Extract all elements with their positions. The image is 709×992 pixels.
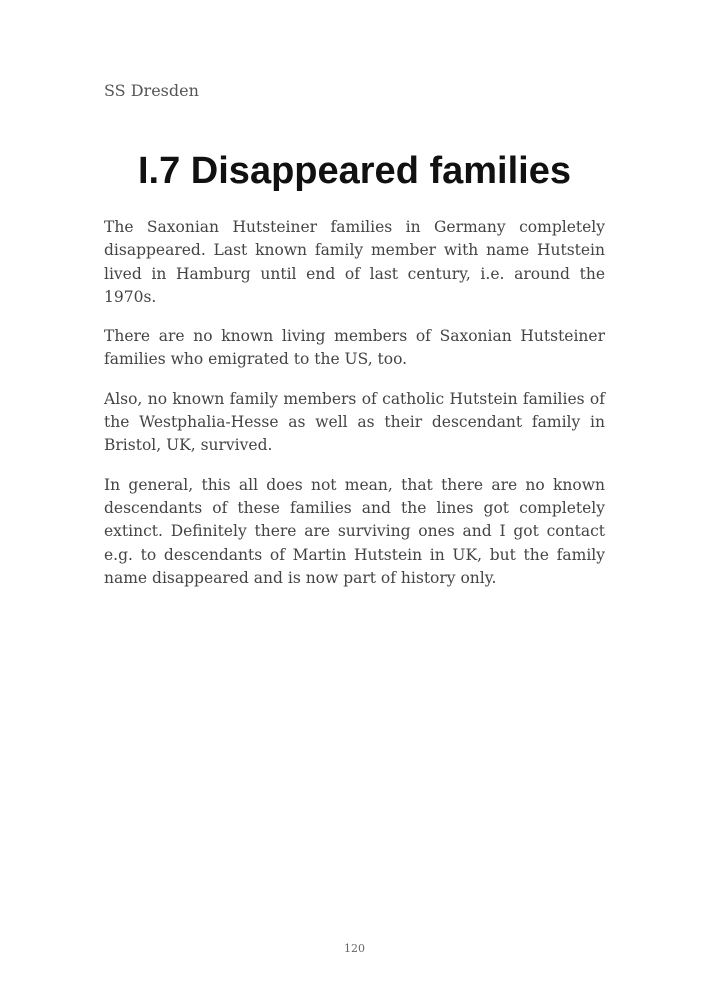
page-number: 120: [344, 942, 365, 955]
paragraph: Also, no known family members of catholic Hutstein families of the Westphalia-Hesse as well as their descendant family in Bristol, UK, survived.: [104, 389, 605, 455]
body-text: [104, 216, 605, 606]
paragraph: In general, this all does not mean, that there are no known descendants of these families and the lines got completely extinct. Definitely there are surviving ones and I got contact e.g. to descendants of Martin Hutstein in UK, but the family name disappeared and is now part of history only.: [104, 475, 605, 587]
paragraph: The Saxonian Hutsteiner families in Germany completely disappeared. Last known family member with name Hutstein lived in Hamburg until end of last century, i.e. around the 1970s.: [104, 218, 605, 306]
running-header: SS Dresden: [104, 81, 199, 100]
chapter-title: I.7 Disappeared families: [138, 150, 571, 192]
paragraph: There are no known living members of Saxonian Hutsteiner families who emigrated to the US, too.: [104, 327, 605, 369]
